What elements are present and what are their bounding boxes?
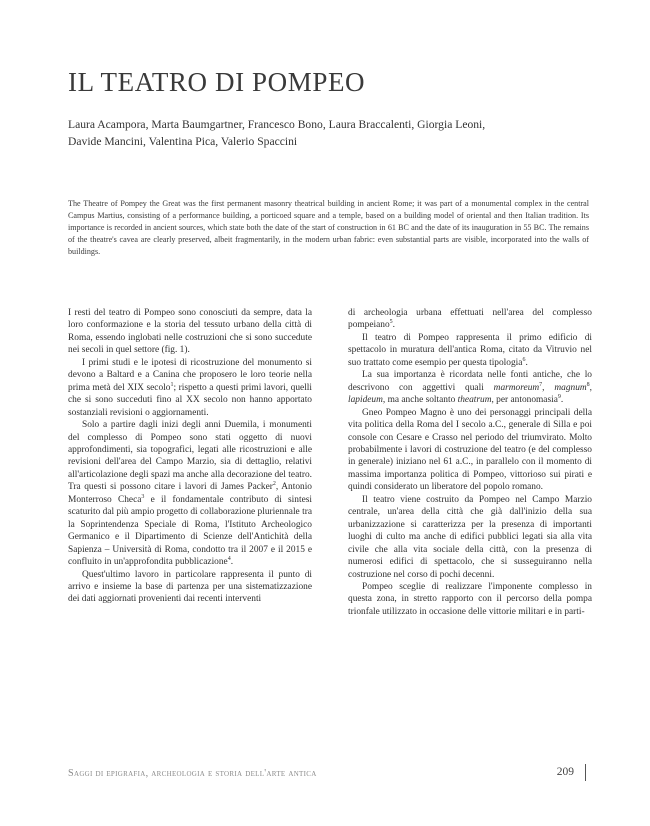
footnote-ref[interactable]: 3	[141, 493, 145, 500]
paragraph: Pompeo sceglie di realizzare l'imponente complesso in questa zona, in stretto rapporto con il percorso della pompa trionfale utilizzato in occasione delle vittorie militari e in parti-	[348, 581, 592, 617]
english-abstract: The Theatre of Pompey the Great was the first permanent masonry theatrical building in ancient Rome; it was part of a monumental complex in the central Campus Martius, consisting of a performance building, a porticoed square and a temple, based on a building model of oriental and then Italian tradition. Its importance is recorded in ancient sources, which state both the date of the start of construction in 61 BC and the date of its inauguration in 55 BC. The remains of the theatre's cavea are clearly preserved, albeit fragmentarily, in the modern urban fabric: even substantial parts are visible, incorporated into the walls of buildings.	[68, 199, 589, 256]
author-list	[68, 117, 588, 150]
paragraph: I resti del teatro di Pompeo sono conosciuti da sempre, data la loro conformazione e la storia del tessuto urbano della città di Roma, essendo inglobati nelle costruzioni che si sono succedute nei secoli in quel settore (fig. 1).	[68, 308, 312, 356]
latin-term: magnum	[554, 382, 587, 393]
author-line: Laura Acampora, Marta Baumgartner, Francesco Bono, Laura Braccalenti, Giorgia Leoni,	[68, 118, 486, 131]
body-columns	[68, 307, 592, 618]
footer-divider	[585, 764, 586, 781]
page-footer	[68, 764, 586, 788]
right-column	[348, 307, 592, 618]
page-number: 209	[556, 766, 574, 778]
left-column	[68, 307, 312, 618]
paragraph: Solo a partire dagli inizi degli anni Duemila, i monumenti del complesso di Pompeo sono stati oggetto di nuovi approfondimenti, sia topografici, legati alle ricostruzioni e alle revisioni dell'area del Campo Marzio, sia di dettaglio, relativi all'articolazione degli spazi ma anche alla decorazione del teatro. Tra questi si possono citare i lavori di James Packer$^2$, Antonio Monterroso Checa$^3$ e il fondamentale contributo di sintesi scaturito dal più ampio progetto di collaborazione pluriennale tra la Soprintendenza Speciale di Roma, l'Istituto Archeologico Germanico e il Dipartimento di Scienze dell'Antichità della Sapienza – Università di Roma, condotto tra il 2007 e il 2015 e confluito in un'approfondita pubblicazione$^4$.	[68, 420, 312, 568]
latin-term: marmoreum	[493, 382, 540, 393]
footnote-ref[interactable]: 5	[389, 319, 393, 326]
footnote-ref[interactable]: 4	[227, 555, 231, 562]
latin-term: lapideum	[348, 395, 383, 406]
article-title: IL TEATRO DI POMPEO	[68, 67, 366, 97]
footnote-ref[interactable]: 6	[522, 356, 526, 363]
footnote-ref[interactable]: 7	[539, 381, 543, 388]
latin-term: theatrum	[457, 395, 492, 406]
paragraph: Il teatro viene costruito da Pompeo nel Campo Marzio centrale, un'area della città che già dall'inizio della sua urbanizzazione si caratterizza per la presenza di importanti luoghi di culto ma anche di edifici pubblici legati sia alla vita civile che alla vita sociale della città, con la presenza di numerosi edifici di spettacolo, che si susseguiranno nella costruzione nel corso di pochi decenni.	[348, 494, 592, 580]
running-title: Saggi di epigrafia, archeologia e storia dell'arte antica	[68, 768, 317, 779]
paragraph: Gneo Pompeo Magno è uno dei personaggi principali della vita politica della Roma del I secolo a.C., generale di Silla e poi console con Cesare e Crasso nel periodo del triumvirato. Molto probabilmente i lavori di costruzione del teatro (e del complesso in generale) iniziano nel 61 a.C., in parallelo con il momento di massima importanza politica di Pompeo, vittorioso sui pirati e quindi considerato un liberatore del popolo romano.	[348, 407, 592, 493]
paragraph: Quest'ultimo lavoro in particolare rappresenta il punto di arrivo e insieme la base di partenza per una sistematizzazione dei dati aggiornati provenienti dai recenti interventi	[68, 569, 312, 605]
footnote-ref[interactable]: 1	[170, 381, 174, 388]
paragraph: Il teatro di Pompeo rappresenta il primo edificio di spettacolo in muratura dell'antica Roma, citato da Vitruvio nel suo trattato come esempio per questa tipologia$^6$.	[348, 332, 592, 368]
paragraph: di archeologia urbana effettuati nell'area del complesso pompeiano$^5$.	[348, 308, 592, 331]
author-line: Davide Mancini, Valentina Pica, Valerio Spaccini	[68, 134, 298, 148]
footnote-ref[interactable]: 8	[586, 381, 590, 388]
footnote-ref[interactable]: 9	[557, 394, 561, 401]
paragraph: I primi studi e le ipotesi di ricostruzione del monumento si devono a Baltard e a Canina che proposero le loro teorie nella prima metà del XIX secolo$^1$; rispetto a questi primi lavori, quelli che si sono succeduti fino al XX secolo non hanno apportato sostanziali revisioni o aggiornamenti.	[68, 357, 313, 418]
paragraph: La sua importanza è ricordata nelle fonti antiche, che lo descrivono con aggettivi quali marmoreum$^7$, magnum$^8$, lapideum, ma anche soltanto theatrum, per antonomasia$^9$.	[348, 370, 592, 406]
footnote-ref[interactable]: 2	[272, 481, 276, 488]
